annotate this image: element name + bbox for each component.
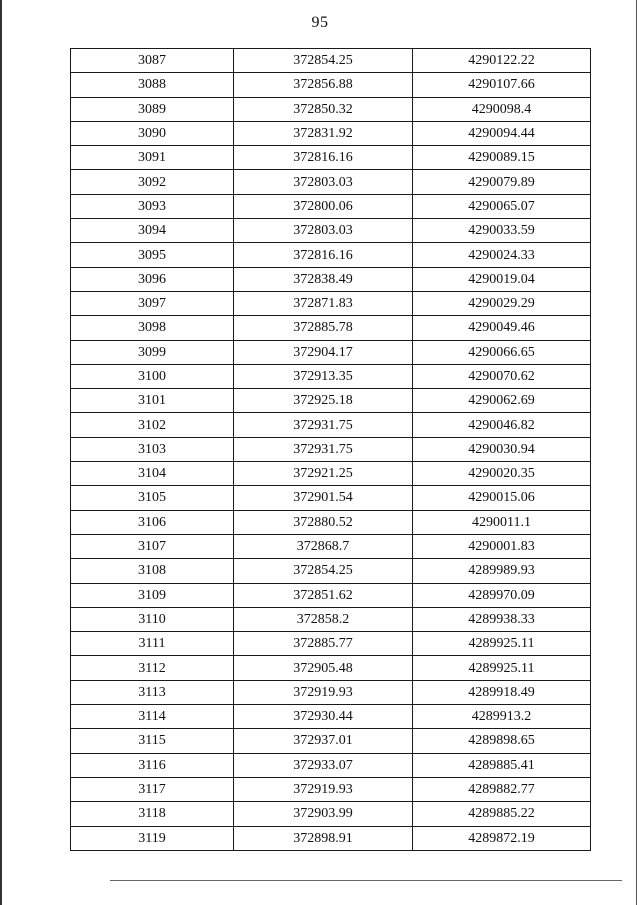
x-coordinate-cell: 372854.25 [234,559,413,583]
point-number-cell: 3098 [71,316,234,340]
table-row [71,559,591,583]
y-coordinate-cell: 4290122.22 [413,49,591,73]
point-number-cell: 3093 [71,194,234,218]
y-coordinate-cell: 4290033.59 [413,219,591,243]
x-coordinate-cell: 372930.44 [234,705,413,729]
y-coordinate-cell: 4289918.49 [413,680,591,704]
y-coordinate-cell: 4290107.66 [413,73,591,97]
table-row [71,802,591,826]
y-coordinate-cell: 4290066.65 [413,340,591,364]
y-coordinate-cell: 4290024.33 [413,243,591,267]
table-row [71,146,591,170]
scan-edge-left [0,0,2,905]
table-row [71,389,591,413]
table-row [71,462,591,486]
table-row [71,729,591,753]
x-coordinate-cell: 372816.16 [234,243,413,267]
y-coordinate-cell: 4290094.44 [413,121,591,145]
point-number-cell: 3096 [71,267,234,291]
x-coordinate-cell: 372800.06 [234,194,413,218]
x-coordinate-cell: 372925.18 [234,389,413,413]
point-number-cell: 3113 [71,680,234,704]
x-coordinate-cell: 372858.2 [234,607,413,631]
x-coordinate-cell: 372898.91 [234,826,413,850]
point-number-cell: 3087 [71,49,234,73]
table-row [71,121,591,145]
table-row [71,607,591,631]
table-row [71,534,591,558]
x-coordinate-cell: 372931.75 [234,437,413,461]
table-row [71,267,591,291]
point-number-cell: 3104 [71,462,234,486]
y-coordinate-cell: 4290001.83 [413,534,591,558]
table-row [71,680,591,704]
x-coordinate-cell: 372937.01 [234,729,413,753]
table-row [71,486,591,510]
y-coordinate-cell: 4289882.77 [413,777,591,801]
point-number-cell: 3116 [71,753,234,777]
y-coordinate-cell: 4290019.04 [413,267,591,291]
point-number-cell: 3118 [71,802,234,826]
x-coordinate-cell: 372838.49 [234,267,413,291]
table-row [71,413,591,437]
x-coordinate-cell: 372816.16 [234,146,413,170]
y-coordinate-cell: 4289989.93 [413,559,591,583]
x-coordinate-cell: 372856.88 [234,73,413,97]
table-row [71,705,591,729]
point-number-cell: 3110 [71,607,234,631]
point-number-cell: 3094 [71,219,234,243]
x-coordinate-cell: 372854.25 [234,49,413,73]
point-number-cell: 3111 [71,632,234,656]
table-row [71,291,591,315]
point-number-cell: 3100 [71,364,234,388]
table-row [71,340,591,364]
x-coordinate-cell: 372851.62 [234,583,413,607]
x-coordinate-cell: 372933.07 [234,753,413,777]
y-coordinate-cell: 4290046.82 [413,413,591,437]
y-coordinate-cell: 4290049.46 [413,316,591,340]
y-coordinate-cell: 4290079.89 [413,170,591,194]
page-number: 95 [311,14,329,31]
x-coordinate-cell: 372885.77 [234,632,413,656]
x-coordinate-cell: 372913.35 [234,364,413,388]
point-number-cell: 3105 [71,486,234,510]
y-coordinate-cell: 4290062.69 [413,389,591,413]
point-number-cell: 3117 [71,777,234,801]
y-coordinate-cell: 4289938.33 [413,607,591,631]
table-row [71,777,591,801]
y-coordinate-cell: 4290030.94 [413,437,591,461]
table-row [71,583,591,607]
point-number-cell: 3099 [71,340,234,364]
y-coordinate-cell: 4290070.62 [413,364,591,388]
table-row [71,364,591,388]
x-coordinate-cell: 372931.75 [234,413,413,437]
y-coordinate-cell: 4290065.07 [413,194,591,218]
point-number-cell: 3109 [71,583,234,607]
point-number-cell: 3108 [71,559,234,583]
point-number-cell: 3107 [71,534,234,558]
point-number-cell: 3097 [71,291,234,315]
point-number-cell: 3102 [71,413,234,437]
y-coordinate-cell: 4290020.35 [413,462,591,486]
y-coordinate-cell: 4289913.2 [413,705,591,729]
table-row [71,170,591,194]
point-number-cell: 3088 [71,73,234,97]
point-number-cell: 3112 [71,656,234,680]
y-coordinate-cell: 4290015.06 [413,486,591,510]
point-number-cell: 3106 [71,510,234,534]
y-coordinate-cell: 4289898.65 [413,729,591,753]
table-row [71,826,591,850]
table-row [71,97,591,121]
point-number-cell: 3089 [71,97,234,121]
x-coordinate-cell: 372921.25 [234,462,413,486]
x-coordinate-cell: 372919.93 [234,777,413,801]
x-coordinate-cell: 372868.7 [234,534,413,558]
table-row [71,73,591,97]
table-row [71,316,591,340]
point-number-cell: 3091 [71,146,234,170]
x-coordinate-cell: 372880.52 [234,510,413,534]
x-coordinate-cell: 372919.93 [234,680,413,704]
y-coordinate-cell: 4289925.11 [413,656,591,680]
x-coordinate-cell: 372901.54 [234,486,413,510]
x-coordinate-cell: 372871.83 [234,291,413,315]
coordinates-table [70,48,591,851]
x-coordinate-cell: 372904.17 [234,340,413,364]
point-number-cell: 3095 [71,243,234,267]
x-coordinate-cell: 372803.03 [234,170,413,194]
x-coordinate-cell: 372850.32 [234,97,413,121]
x-coordinate-cell: 372905.48 [234,656,413,680]
table-row [71,219,591,243]
scan-edge-bottom [110,880,622,881]
y-coordinate-cell: 4289885.41 [413,753,591,777]
table-row [71,753,591,777]
y-coordinate-cell: 4290029.29 [413,291,591,315]
point-number-cell: 3119 [71,826,234,850]
table-row [71,49,591,73]
x-coordinate-cell: 372831.92 [234,121,413,145]
y-coordinate-cell: 4290098.4 [413,97,591,121]
table-row [71,194,591,218]
y-coordinate-cell: 4290089.15 [413,146,591,170]
table-row [71,632,591,656]
y-coordinate-cell: 4289885.22 [413,802,591,826]
point-number-cell: 3103 [71,437,234,461]
table-row [71,243,591,267]
y-coordinate-cell: 4289872.19 [413,826,591,850]
point-number-cell: 3115 [71,729,234,753]
coordinates-table-body [71,49,591,851]
point-number-cell: 3090 [71,121,234,145]
x-coordinate-cell: 372885.78 [234,316,413,340]
y-coordinate-cell: 4290011.1 [413,510,591,534]
y-coordinate-cell: 4289925.11 [413,632,591,656]
table-row [71,437,591,461]
table-row [71,510,591,534]
scan-edge-right [636,0,637,905]
point-number-cell: 3101 [71,389,234,413]
point-number-cell: 3092 [71,170,234,194]
point-number-cell: 3114 [71,705,234,729]
x-coordinate-cell: 372803.03 [234,219,413,243]
table-row [71,656,591,680]
x-coordinate-cell: 372903.99 [234,802,413,826]
y-coordinate-cell: 4289970.09 [413,583,591,607]
